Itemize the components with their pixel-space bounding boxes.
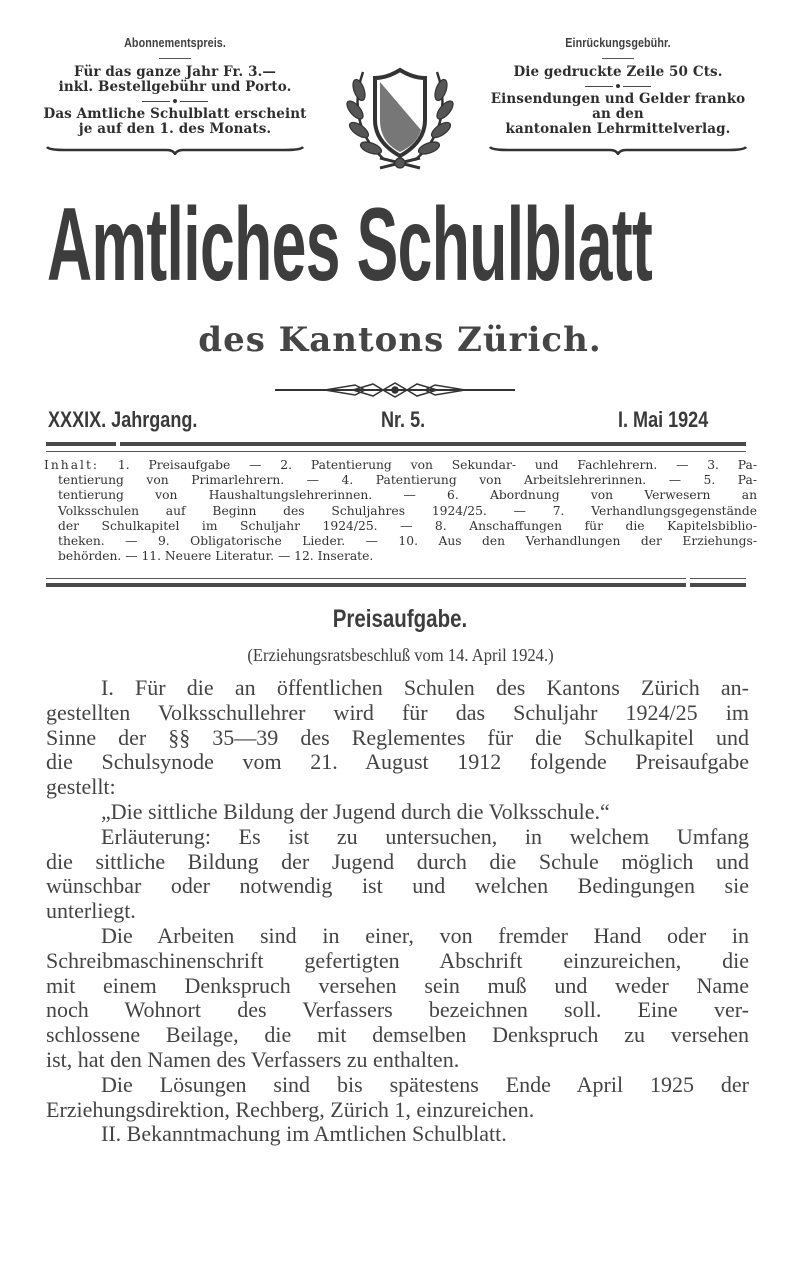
toc-line: tentierung von Primarlehrern. — 4. Patentierung von Arbeitslehrerinnen. — 5. Pa- bbox=[58, 473, 757, 488]
masthead-subtitle: des Kantons Zürich. bbox=[198, 320, 602, 360]
price-line: inkl. Bestellgebühr und Porto. bbox=[58, 79, 292, 95]
advertising-caption: Einrückungsgebühr. bbox=[565, 36, 671, 50]
address-line: Einsendungen und Gelder franko bbox=[490, 91, 746, 107]
rule-thick bbox=[46, 442, 116, 446]
price-line: Die gedruckte Zeile 50 Cts. bbox=[513, 64, 723, 80]
brace-ornament bbox=[45, 146, 305, 154]
article-line: ist, hat den Namen des Verfassers zu enthalten. bbox=[46, 1046, 460, 1072]
article-title: Preisaufgabe. bbox=[332, 605, 468, 633]
article-line: wünschbar oder notwendig ist und welchen Bedingungen sie bbox=[46, 873, 749, 899]
price-line: Für das ganze Jahr Fr. 3.— bbox=[74, 64, 276, 80]
issue-date: I. Mai 1924 bbox=[618, 407, 709, 432]
brace-ornament bbox=[488, 146, 748, 154]
toc-line: tentierung von Haushaltungslehrerinnen. — 6. Abordnung von Verwesern an bbox=[58, 488, 757, 503]
table-of-contents bbox=[44, 458, 757, 564]
rule-thin bbox=[690, 578, 746, 579]
subscription-info bbox=[30, 36, 320, 154]
schedule-line: je auf den 1. des Monats. bbox=[78, 121, 272, 137]
subscription-caption: Abonnementspreis. bbox=[124, 36, 226, 50]
toc-line: behörden. — 11. Neuere Literatur. — 12. Inserate. bbox=[58, 549, 374, 564]
rule-thick bbox=[46, 583, 686, 587]
address-line: kantonalen Lehrmittelverlag. bbox=[505, 121, 731, 137]
article-body bbox=[46, 676, 749, 1147]
divider bbox=[159, 58, 191, 59]
article-line: Sinne der §§ 35—39 des Reglementes für die Schulkapitel und bbox=[46, 724, 749, 750]
article-line: mit einem Denkspruch versehen sein muß und weder Name bbox=[46, 972, 749, 998]
toc-line: Inhalt: 1. Preisaufgabe — 2. Patentierung von Sekundar- und Fachlehrern. — 3. Pa- bbox=[44, 458, 757, 472]
toc-line: Volksschulen auf Beginn des Schuljahres 1924/25. — 7. Verhandlungsgegenstände bbox=[58, 503, 757, 518]
issue-volume: XXXIX. Jahrgang. bbox=[48, 407, 198, 432]
article-line: „Die sittliche Bildung der Jugend durch die Volksschule.“ bbox=[101, 798, 610, 824]
article-line: die Schulsynode vom 21. August 1912 folgende Preisaufgabe bbox=[46, 749, 749, 775]
advertising-info bbox=[468, 36, 768, 154]
article-line: Erziehungsdirektion, Rechberg, Zürich 1, einzureichen. bbox=[46, 1096, 535, 1122]
article-line: unterliegt. bbox=[46, 898, 136, 924]
article-line: Schreibmaschinenschrift gefertigten Abschrift einzureichen, die bbox=[46, 947, 749, 973]
rule-thin bbox=[46, 578, 686, 579]
article-line: gestellt: bbox=[46, 774, 116, 800]
article-line: Die Lösungen sind bis spätestens Ende April 1925 der bbox=[101, 1071, 749, 1097]
article-line: Erläuterung: Es ist zu untersuchen, in welchem Umfang bbox=[101, 823, 749, 849]
address-line: an den bbox=[592, 106, 644, 122]
rule-thin bbox=[46, 451, 746, 452]
article-line: die sittliche Bildung der Jugend durch die Schule möglich und bbox=[46, 848, 749, 874]
article-line: Die Arbeiten sind in einer, von fremder Hand oder in bbox=[101, 922, 749, 948]
rule-thick bbox=[120, 442, 746, 446]
schedule-line: Das Amtliche Schulblatt erscheint bbox=[43, 106, 307, 122]
dot-divider bbox=[30, 99, 320, 103]
ornament-divider bbox=[275, 382, 515, 398]
toc-line: der Schulkapitel im Schuljahr 1924/25. — 8. Anschaffungen für die Kapitelsbiblio- bbox=[58, 518, 757, 533]
dot-divider bbox=[468, 84, 768, 88]
issue-number: Nr. 5. bbox=[381, 407, 426, 432]
article-line: I. Für die an öffentlichen Schulen des Kantons Zürich an- bbox=[101, 675, 749, 700]
article-line: gestellten Volksschullehrer wird für das Schuljahr 1924/25 im bbox=[46, 699, 749, 725]
article-line: schlossene Beilage, die mit demselben Denkspruch zu versehen bbox=[46, 1022, 749, 1048]
masthead-title: Amtliches Schulblatt bbox=[47, 187, 653, 303]
rule-thick bbox=[690, 583, 746, 587]
article-line: noch Wohnort des Verfassers bezeichnen soll. Eine ver- bbox=[46, 997, 749, 1023]
divider bbox=[602, 58, 634, 59]
toc-line: theken. — 9. Obligatorische Lieder. — 10. Aus den Verhandlungen der Erziehungs- bbox=[58, 534, 757, 549]
article-line: II. Bekanntmachung im Amtlichen Schulblatt. bbox=[101, 1121, 507, 1147]
coat-of-arms-icon bbox=[335, 60, 465, 175]
toc-label: Inhalt: bbox=[44, 458, 100, 472]
article-subtitle: (Erziehungsratsbeschluß vom 14. April 1924.) bbox=[246, 645, 554, 665]
